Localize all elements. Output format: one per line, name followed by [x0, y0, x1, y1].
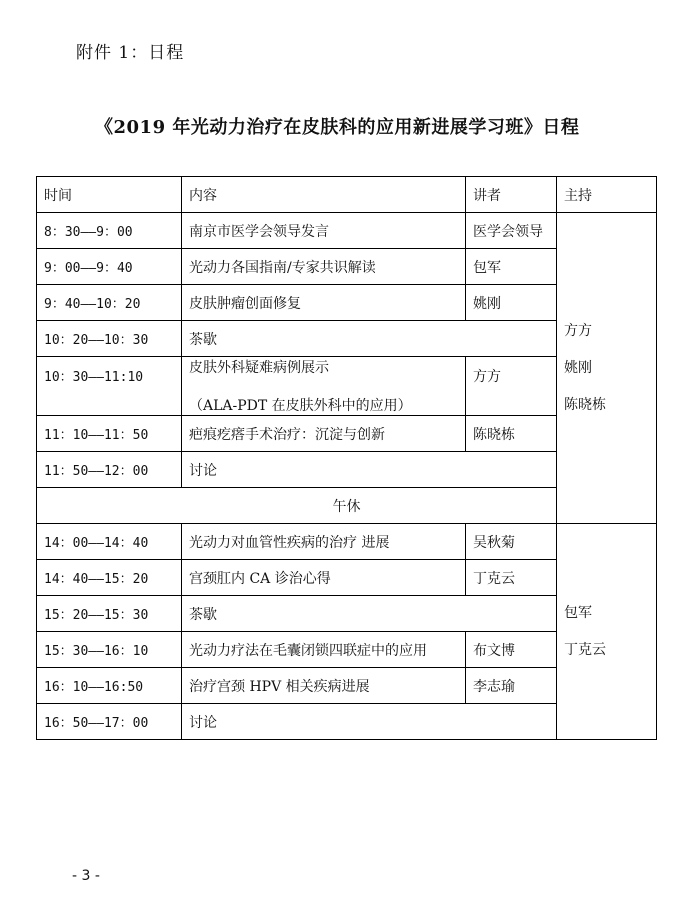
- noon-break-row: [37, 488, 657, 524]
- content-cell: 光动力对血管性疾病的治疗 进展: [182, 524, 466, 560]
- content-cell: 光动力各国指南/专家共识解读: [182, 249, 466, 285]
- header-content: 内容: [182, 177, 466, 213]
- host-name: 陈晓栋: [564, 396, 606, 413]
- content-cell: 讨论: [182, 704, 557, 740]
- time-cell: 15：30——16：10: [37, 632, 182, 668]
- host-name: 包军: [564, 604, 592, 621]
- content-cell: 皮肤肿瘤创面修复: [182, 285, 466, 321]
- page-number: - 3 -: [72, 868, 100, 884]
- time-cell: 9：00——9：40: [37, 249, 182, 285]
- speaker-cell: 医学会领导: [466, 213, 557, 249]
- host-name: 方方: [564, 322, 592, 339]
- schedule-table: [36, 176, 657, 740]
- table-row: [37, 524, 657, 560]
- content-cell: 茶歇: [182, 321, 557, 357]
- time-cell: 11：50——12：00: [37, 452, 182, 488]
- afternoon-host-cell: [557, 524, 657, 740]
- content-cell: 疤痕疙瘩手术治疗：沉淀与创新: [182, 416, 466, 452]
- time-cell: 9：40——10：20: [37, 285, 182, 321]
- time-cell: 15：20——15：30: [37, 596, 182, 632]
- content-cell: 南京市医学会领导发言: [182, 213, 466, 249]
- header-host: 主持: [557, 177, 657, 213]
- header-time: 时间: [37, 177, 182, 213]
- host-name: 丁克云: [564, 641, 606, 658]
- speaker-cell: 吴秋菊: [466, 524, 557, 560]
- content-cell: 宫颈肛内 CA 诊治心得: [182, 560, 466, 596]
- speaker-cell: 包军: [466, 249, 557, 285]
- speaker-cell: 丁克云: [466, 560, 557, 596]
- content-line: 皮肤外科疑难病例展示: [189, 360, 329, 376]
- speaker-cell: 布文博: [466, 632, 557, 668]
- attachment-label: 附件 1：日程: [76, 43, 185, 63]
- speaker-cell: 方方: [466, 357, 557, 416]
- host-name: 姚刚: [564, 359, 592, 376]
- time-cell: 16：50——17：00: [37, 704, 182, 740]
- time-cell: 14：00——14：40: [37, 524, 182, 560]
- time-cell: 11：10——11：50: [37, 416, 182, 452]
- content-cell: 茶歇: [182, 596, 557, 632]
- speaker-cell: 李志瑜: [466, 668, 557, 704]
- content-cell: 治疗宫颈 HPV 相关疾病进展: [182, 668, 466, 704]
- time-cell: 10：20——10：30: [37, 321, 182, 357]
- time-cell: 10：30——11:10: [37, 357, 182, 416]
- header-row: [37, 177, 657, 213]
- table-row: [37, 213, 657, 249]
- time-cell: 14：40——15：20: [37, 560, 182, 596]
- document-title: 《2019 年光动力治疗在皮肤科的应用新进展学习班》日程: [95, 117, 580, 138]
- time-cell: 16：10——16:50: [37, 668, 182, 704]
- speaker-cell: 陈晓栋: [466, 416, 557, 452]
- content-cell: 光动力疗法在毛囊闭锁四联症中的应用: [182, 632, 466, 668]
- noon-break-cell: 午休: [37, 488, 657, 524]
- content-cell: [182, 357, 466, 416]
- time-cell: 8：30——9：00: [37, 213, 182, 249]
- header-speaker: 讲者: [466, 177, 557, 213]
- morning-host-cell: [557, 213, 657, 524]
- content-cell: 讨论: [182, 452, 557, 488]
- speaker-cell: 姚刚: [466, 285, 557, 321]
- content-subline: （ALA-PDT 在皮肤外科中的应用）: [189, 398, 412, 414]
